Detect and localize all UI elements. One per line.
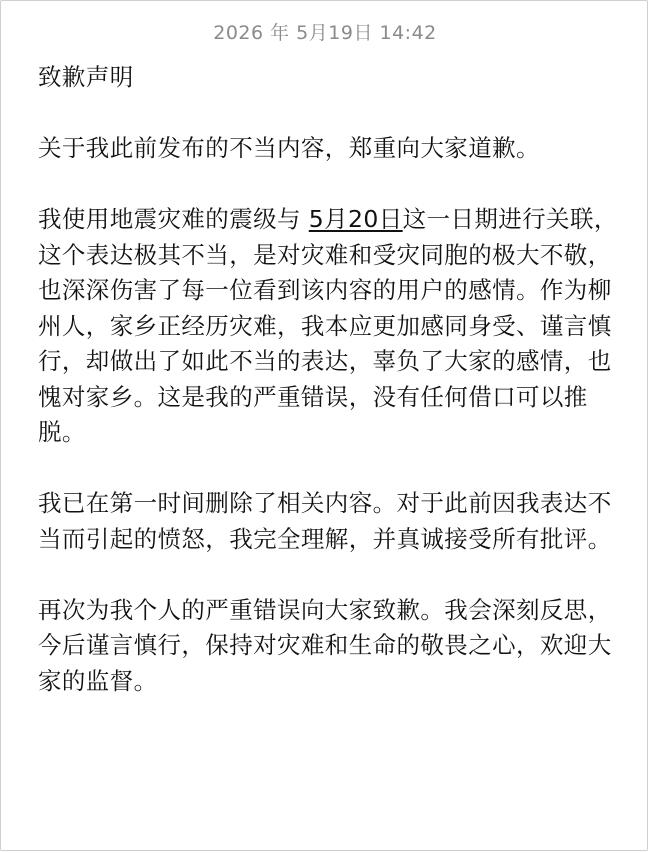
date-link[interactable]: 5月20日 [308, 205, 403, 233]
note-paragraph-2 [38, 202, 618, 451]
paragraph-2-text-before: 我使用地震灾难的震级与 [38, 205, 309, 233]
note-timestamp: 2026 年 5月19日 14:42 [213, 22, 437, 44]
note-title: 致歉声明 [38, 63, 134, 91]
paragraph-2-text-after: 这一日期进行关联，这个表达极其不当，是对灾难和受灾同胞的极大不敬，也深深伤害了每一位看到该内容的用户的感情。作为柳州人，家乡正经历灾难，我本应更加感同身受、谨言慎行，却做出了如此不当的表达，辜负了大家的感情，也愧对家乡。这是我的严重错误，没有任何借口可以推脱。 [38, 205, 618, 446]
note-paragraph-3: 我已在第一时间删除了相关内容。对于此前因我表达不当而引起的愤怒，我完全理解，并真诚接受所有批评。 [38, 489, 612, 553]
note-body[interactable] [38, 60, 618, 735]
note-paragraph-1: 关于我此前发布的不当内容，郑重向大家道歉。 [38, 134, 540, 162]
note-paragraph-4: 再次为我个人的严重错误向大家致歉。我会深刻反思，今后谨言慎行，保持对灾难和生命的敬畏之心，欢迎大家的监督。 [38, 595, 612, 695]
